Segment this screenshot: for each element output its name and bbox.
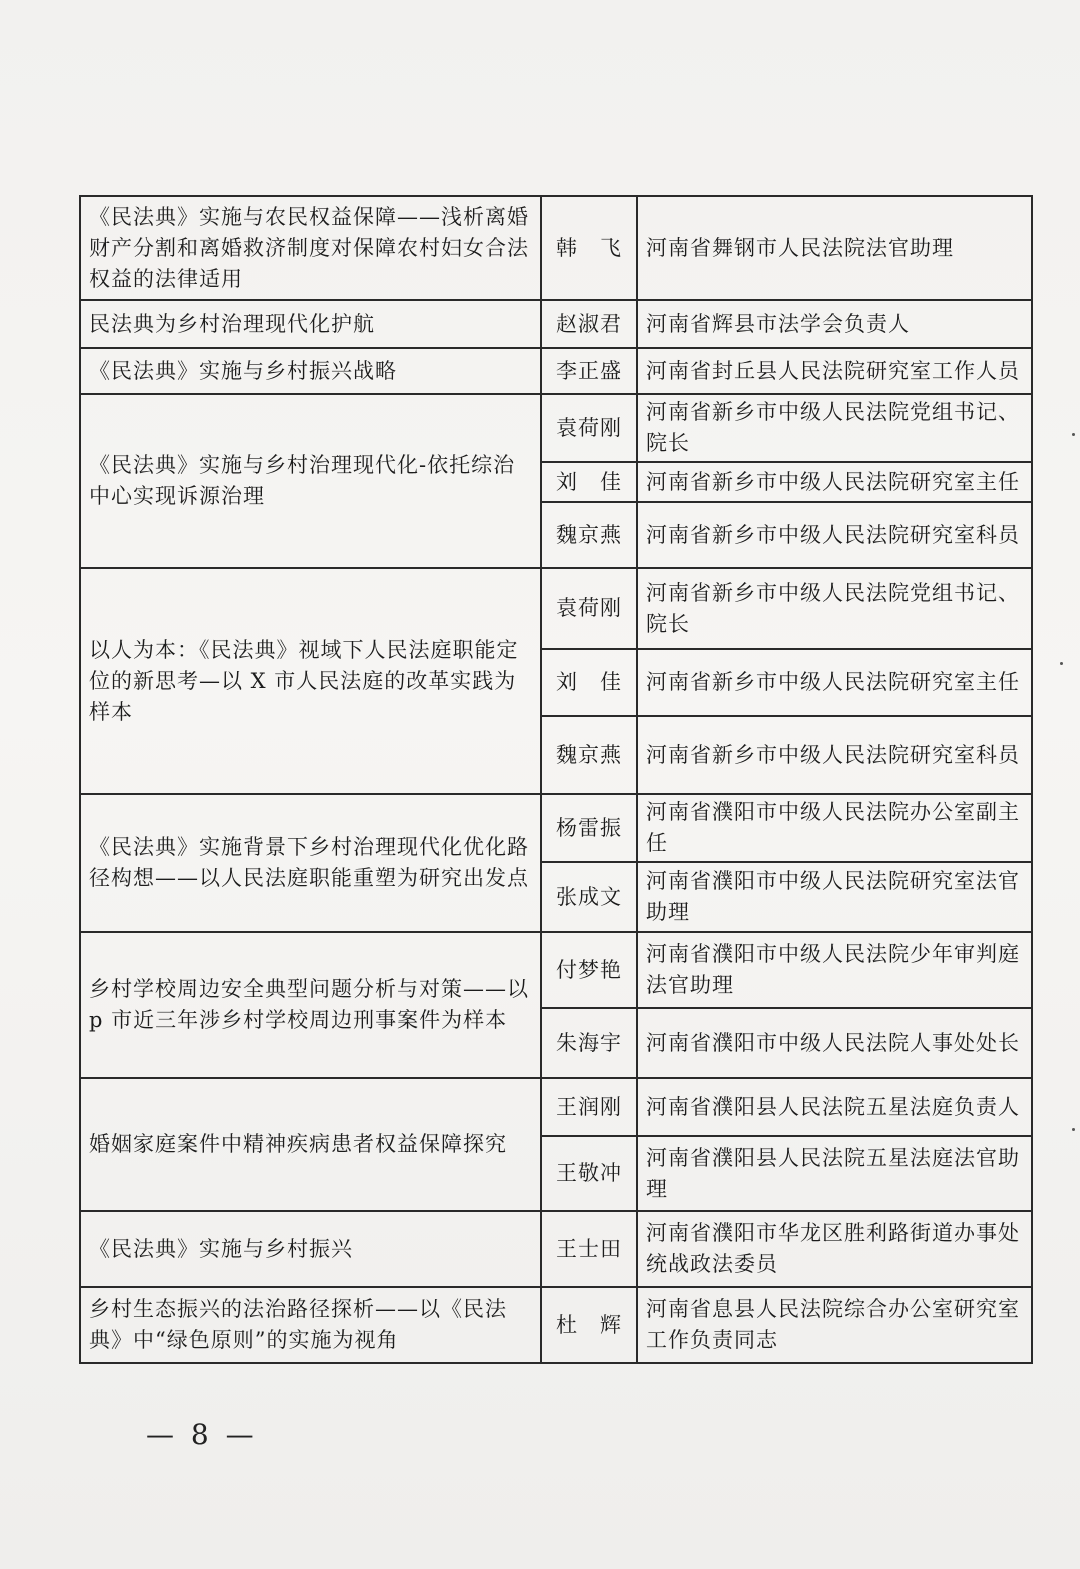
author-name: 张成文 (541, 862, 637, 932)
table-row (80, 1287, 1032, 1363)
table-row (80, 568, 1032, 649)
author-name: 朱海宇 (541, 1008, 637, 1078)
paper-title: 《民法典》实施背景下乡村治理现代化优化路径构想——以人民法庭职能重塑为研究出发点 (80, 794, 541, 932)
table-row (80, 394, 1032, 462)
author-name: 王敬冲 (541, 1136, 637, 1211)
scan-speck (1072, 1128, 1075, 1131)
author-org: 河南省新乡市中级人民法院研究室主任 (637, 649, 1032, 716)
paper-title: 乡村学校周边安全典型问题分析与对策——以 p 市近三年涉乡村学校周边刑事案件为样本 (80, 932, 541, 1078)
award-table (79, 195, 1033, 1364)
author-name: 刘 佳 (541, 649, 637, 716)
author-org: 河南省新乡市中级人民法院研究室主任 (637, 462, 1032, 502)
author-name: 韩 飞 (541, 196, 637, 300)
author-org: 河南省息县人民法院综合办公室研究室工作负责同志 (637, 1287, 1032, 1363)
author-org: 河南省新乡市中级人民法院党组书记、院长 (637, 394, 1032, 462)
page-number: — 8 — (146, 1418, 258, 1451)
table-row (80, 300, 1032, 348)
author-org: 河南省濮阳县人民法院五星法庭法官助理 (637, 1136, 1032, 1211)
author-org: 河南省濮阳县人民法院五星法庭负责人 (637, 1078, 1032, 1136)
table-row (80, 932, 1032, 1008)
table-row (80, 794, 1032, 862)
paper-title: 以人为本：《民法典》视域下人民法庭职能定位的新思考—以 X 市人民法庭的改革实践为样本 (80, 568, 541, 794)
author-org: 河南省濮阳市中级人民法院办公室副主任 (637, 794, 1032, 862)
author-org: 河南省濮阳市中级人民法院少年审判庭法官助理 (637, 932, 1032, 1008)
author-name: 李正盛 (541, 348, 637, 394)
author-org: 河南省辉县市法学会负责人 (637, 300, 1032, 348)
author-org: 河南省濮阳市华龙区胜利路街道办事处统战政法委员 (637, 1211, 1032, 1287)
author-org: 河南省封丘县人民法院研究室工作人员 (637, 348, 1032, 394)
table-row (80, 1078, 1032, 1136)
author-name: 魏京燕 (541, 716, 637, 794)
author-name: 刘 佳 (541, 462, 637, 502)
author-name: 王润刚 (541, 1078, 637, 1136)
author-name: 赵淑君 (541, 300, 637, 348)
author-org: 河南省新乡市中级人民法院研究室科员 (637, 716, 1032, 794)
author-name: 付梦艳 (541, 932, 637, 1008)
paper-title: 《民法典》实施与农民权益保障——浅析离婚财产分割和离婚救济制度对保障农村妇女合法权益的法律适用 (80, 196, 541, 300)
scan-speck (1060, 662, 1063, 665)
author-org: 河南省濮阳市中级人民法院研究室法官助理 (637, 862, 1032, 932)
paper-title: 乡村生态振兴的法治路径探析——以《民法典》中“绿色原则”的实施为视角 (80, 1287, 541, 1363)
author-org: 河南省新乡市中级人民法院研究室科员 (637, 502, 1032, 568)
table-row (80, 348, 1032, 394)
paper-title: 民法典为乡村治理现代化护航 (80, 300, 541, 348)
author-name: 袁荷刚 (541, 394, 637, 462)
paper-title: 婚姻家庭案件中精神疾病患者权益保障探究 (80, 1078, 541, 1211)
author-org: 河南省舞钢市人民法院法官助理 (637, 196, 1032, 300)
author-name: 王士田 (541, 1211, 637, 1287)
scan-speck (1072, 433, 1075, 436)
author-name: 杨雷振 (541, 794, 637, 862)
paper-title: 《民法典》实施与乡村治理现代化-依托综治中心实现诉源治理 (80, 394, 541, 568)
table-row (80, 196, 1032, 300)
author-org: 河南省濮阳市中级人民法院人事处处长 (637, 1008, 1032, 1078)
author-name: 魏京燕 (541, 502, 637, 568)
author-org: 河南省新乡市中级人民法院党组书记、院长 (637, 568, 1032, 649)
table-row (80, 1211, 1032, 1287)
paper-title: 《民法典》实施与乡村振兴战略 (80, 348, 541, 394)
paper-title: 《民法典》实施与乡村振兴 (80, 1211, 541, 1287)
author-name: 袁荷刚 (541, 568, 637, 649)
author-name: 杜 辉 (541, 1287, 637, 1363)
